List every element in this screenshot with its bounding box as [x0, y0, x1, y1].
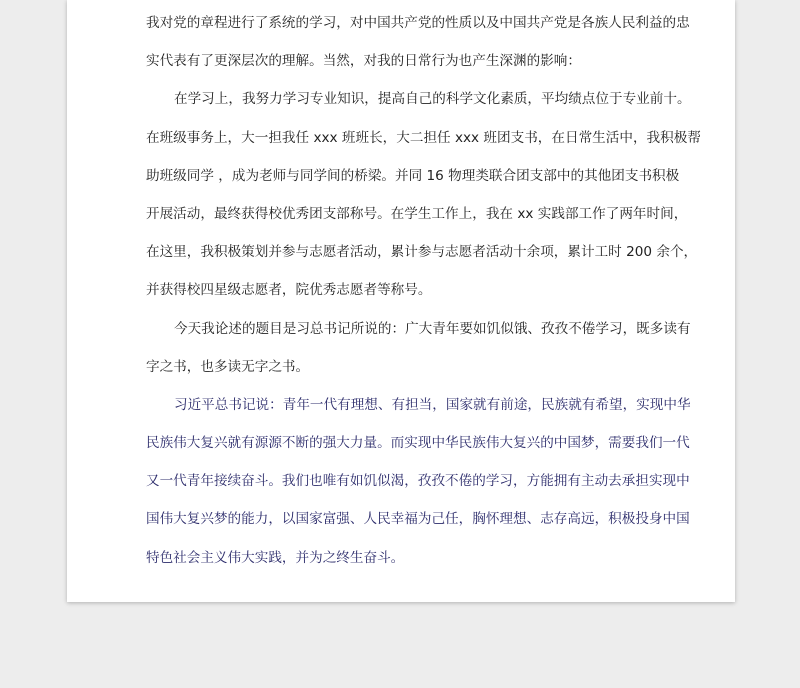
text-line: 开展活动，最终获得校优秀团支部称号。在学生工作上，我在 xx 实践部工作了两年时间， [146, 205, 688, 222]
document-page [67, 0, 735, 602]
text-line: 在学习上，我努力学习专业知识，提高自己的科学文化素质，平均绩点位于专业前十。 [174, 91, 691, 108]
paragraph-topic [146, 310, 691, 386]
text-line: 我对党的章程进行了系统的学习，对中国共产党的性质以及中国共产党是各族人民利益的忠 [146, 15, 690, 31]
text-line: 民族伟大复兴就有源源不断的强大力量。而实现中华民族伟大复兴的中国梦，需要我们一代 [146, 435, 690, 452]
text-line: 国伟大复兴梦的能力，以国家富强、人民幸福为己任，胸怀理想、志存高远，积极投身中国 [146, 511, 690, 528]
text-line: 在这里，我积极策划并参与志愿者活动，累计参与志愿者活动十余项，累计工时 200 余个， [146, 244, 698, 261]
text-line: 并获得校四星级志愿者，院优秀志愿者等称号。 [146, 282, 432, 299]
text-line: 字之书，也多读无字之书。 [146, 358, 310, 375]
text-line: 实代表有了更深层次的理解。当然，对我的日常行为也产生深渊的影响： [146, 53, 581, 70]
text-line: 又一代青年接续奋斗。我们也唯有如饥似渴，孜孜不倦的学习，方能拥有主动去承担实现中 [146, 473, 690, 490]
text-line: 特色社会主义伟大实践，并为之终生奋斗。 [146, 549, 405, 566]
paragraph-study-and-work [146, 80, 701, 309]
paragraph-party-constitution [146, 4, 690, 80]
paragraph-quote [146, 386, 691, 577]
text-line: 今天我论述的题目是习总书记所说的：广大青年要如饥似饿、孜孜不倦学习，既多读有 [174, 320, 691, 337]
text-line: 助班级同学 ，成为老师与同学间的桥梁。并同 16 物理类联合团支部中的其他团支书积极 [146, 167, 680, 184]
text-line: 习近平总书记说：青年一代有理想、有担当，国家就有前途，民族就有希望，实现中华 [174, 396, 691, 413]
text-line: 在班级事务上，大一担我任 xxx 班班长，大二担任 xxx 班团支书，在日常生活中，我积极帮 [146, 129, 701, 146]
